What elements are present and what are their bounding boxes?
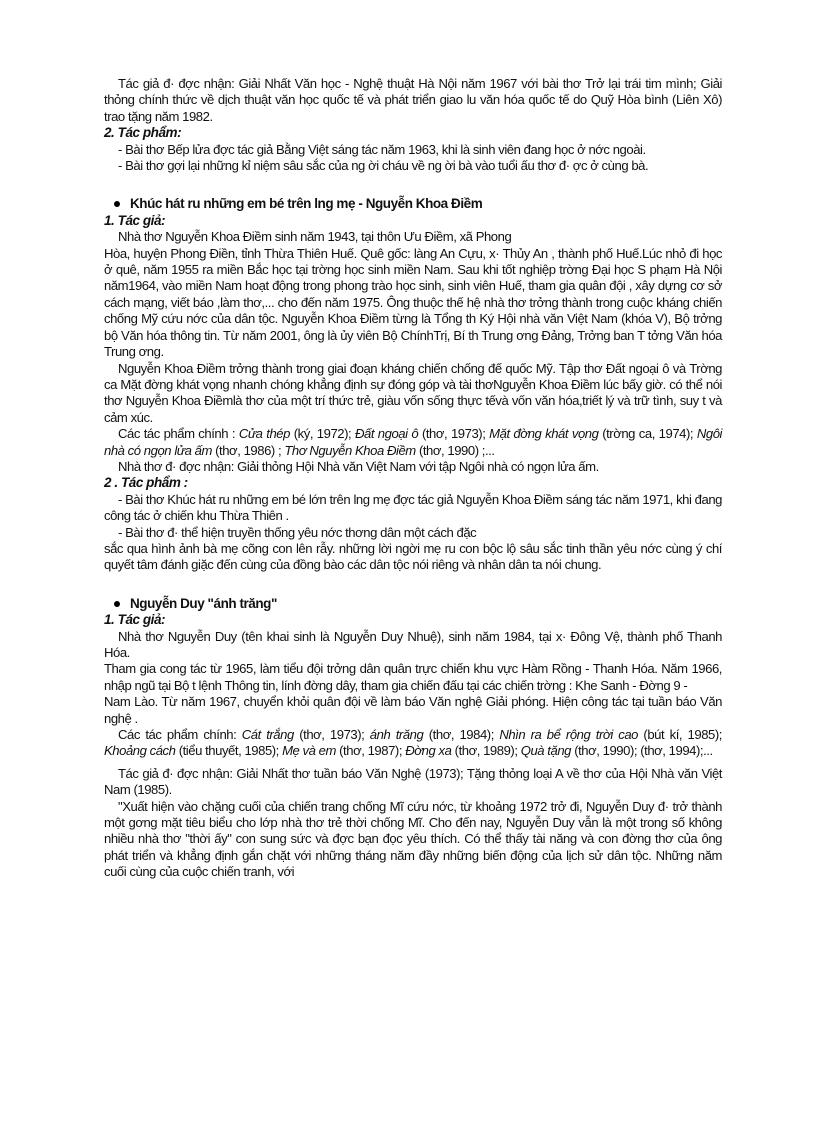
work-title: Cát trắng [241, 727, 294, 743]
work-title: Mẹ và em [282, 743, 336, 759]
paragraph-nd-award: Tác giả đ· đợc nhận: Giải Nhất thơ tuần báo Văn Nghệ (1973); Tặng thỏng loại A về thơ của Hội Nhà văn Việt Nam (1985). [104, 765, 722, 798]
spacer [104, 574, 722, 596]
paragraph-nkd-works [104, 426, 722, 459]
text: (thơ, 1989); [451, 743, 521, 759]
paragraph-nd-works [104, 727, 722, 760]
text: (ký, 1972); [289, 426, 355, 442]
section-heading-works-1: 2. Tác phẩm: [104, 125, 182, 141]
document-page [104, 76, 722, 881]
text: (thơ, 1973); [418, 426, 490, 442]
paragraph-nkd-1: Nhà thơ Nguyễn Khoa Điềm sinh năm 1943, tại thôn Ưu Điềm, xã Phong [118, 229, 512, 245]
paragraph-khuc-hat-1: - Bài thơ Khúc hát ru những em bé lớn trên lng mẹ đợc tác giả Nguyễn Khoa Điềm sáng tác năm 1971, khi đang công tác ở chiến khu Thừa Thiên . [104, 491, 722, 524]
text: Các tác phẩm chính: [118, 727, 242, 743]
text: (trờng ca, 1974); [598, 426, 697, 442]
work-title: Ngôi nhà có ngọn lửa ấm [104, 426, 722, 458]
spacer [104, 174, 722, 196]
heading-nguyen-duy [104, 596, 722, 612]
heading-text: Nguyễn Duy "ánh trăng" [130, 595, 277, 611]
text: (thơ, 1986) ; [211, 442, 285, 458]
work-title: ánh trăng [369, 727, 424, 743]
work-title: Quà tặng [520, 743, 571, 759]
paragraph-nd-1: Nhà thơ Nguyễn Duy (tên khai sinh là Nguyễn Duy Nhuệ), sinh năm 1984, tại x· Đông Vệ, thành phố Thanh Hóa. [104, 628, 722, 660]
work-title: Đất ngoại ô [354, 426, 419, 442]
text: (thơ, 1973); [293, 727, 370, 743]
paragraph-nkd-3: Nguyễn Khoa Điềm trởng thành trong giai đoạn kháng chiến chống đế quốc Mỹ. Tập thơ Đất ngoại ô và Trờng ca Mặt đờng khát vọng nhanh chóng khẳng định sự đóng góp và tài thơNguyễn Khoa Điềm lúc bấy giờ. có thể nói thơ Nguyễn Khoa Điềmlà thơ của một trí thức trẻ, giàu vốn sống thực tếvà vốn văn hóa,triết lý và trữ tình, suy t và cảm xúc. [104, 360, 722, 425]
paragraph-award-bang-viet: Tác giả đ· đợc nhận: Giải Nhất Văn học - Nghệ thuật Hà Nội năm 1967 với bài thơ Trở lại trái tim mình; Giải thỏng chính thức về dịch thuật văn học quốc tế và phát triển giao lu văn hóa quốc tế do Quỹ Hòa bình (Liên Xô) trao tặng năm 1982. [104, 76, 722, 124]
bullet-icon [114, 601, 120, 607]
text: (thơ, 1984); [423, 727, 500, 743]
text: (tiểu thuyết, 1985); [175, 743, 283, 759]
section-heading-author-2: 1. Tác giả: [104, 212, 166, 228]
work-title: Khoảng cách [104, 743, 176, 759]
text: (thơ, 1990) ;... [415, 442, 495, 458]
paragraph-nd-critique: "Xuất hiện vào chặng cuối của chiến trang chống Mĩ cứu nớc, từ khoảng 1972 trở đi, Nguyễn Duy đ· trở thành một gơng mặt tiêu biểu cho lớp nhà thơ trẻ thời chống Mĩ. Cho đến nay, Nguyễn Duy vẫn là một trong số không nhiều nhà thơ "thời ấy" con sung sức và đợc bạn đọc yêu thích. Có thể thấy tài năng và con đờng thơ của ông phát triển và khẳng định gắn chặt với những tháng năm đầy những biến động của lịch sử dân tộc. Những năm cuối cùng của cuộc chiến tranh, với [104, 798, 722, 880]
text: (thơ, 1987); [335, 743, 406, 759]
text: (bút kí, 1985); [637, 727, 722, 743]
bullet-icon [114, 201, 120, 207]
work-title: Nhìn ra bể rộng trời cao [499, 727, 638, 743]
heading-text: Khúc hát ru những em bé trên lng mẹ - Nguyễn Khoa Điềm [130, 196, 483, 212]
paragraph-nd-3: Nam Lào. Từ năm 1967, chuyển khỏi quân đội về làm báo Văn nghệ Giải phóng. Hiện công tác tại tuần báo Văn nghệ . [104, 694, 722, 726]
work-title: Cửa thép [238, 426, 290, 442]
text: (thơ, 1990); (thơ, 1994);... [571, 743, 713, 759]
text: Các tác phẩm chính : [118, 426, 239, 442]
paragraph-khuc-hat-2: - Bài thơ đ· thể hiện truyền thống yêu nớc thơng dân một cách đặc [118, 524, 477, 540]
paragraph-bep-lua-1: - Bài thơ Bếp lửa đợc tác giả Bằng Việt sáng tác năm 1963, khi là sinh viên đang học ở nớc ngoài. [118, 141, 646, 157]
paragraph-nkd-award: Nhà thơ đ· đợc nhận: Giải thỏng Hội Nhà văn Việt Nam với tập Ngôi nhà có ngọn lửa ấm. [118, 458, 599, 474]
work-title: Mặt đờng khát vọng [489, 426, 599, 442]
section-heading-works-2: 2 . Tác phẩm : [104, 475, 188, 491]
section-heading-author-3: 1. Tác giả: [104, 612, 166, 628]
work-title: Đờng xa [405, 743, 452, 759]
paragraph-nkd-2: Hòa, huyện Phong Điền, tỉnh Thừa Thiên Huế. Quê gốc: làng An Cựu, x· Thủy An , thành phố Huế.Lúc nhỏ đi học ở quê, năm 1955 ra miền Bắc học tại trờng học sinh miền Nam. Sau khi tốt nghiệp trờng Đại học S phạm Hà Nội năm1964, vào miền Nam hoạt động trong phong trào học sinh, sinh viên Huế, tham gia quân đội , xây dựng cơ sở cách mạng, viết báo ,làm thơ,... cho đến năm 1975. Ông thuộc thế hệ nhà thơ trởng thành trong cuộc kháng chiến chống Mỹ cứu nớc của dân tộc. Nguyễn Khoa Điềm từng là Tổng th Ký Hội nhà văn Việt Nam (khóa V), Bộ trởng bộ Văn hóa thông tin. Từ năm 2001, ông là ủy viên Bộ ChínhTrị, Bí th Trung ơng Đảng, Trởng ban T tởng Văn hóa Trung ơng. [104, 245, 722, 360]
paragraph-bep-lua-2: - Bài thơ gợi lại những kỉ niệm sâu sắc của ng ời cháu về ng ời bà vào tuổi ấu thơ đ· ợc ở cùng bà. [118, 158, 649, 174]
work-title: Thơ Nguyễn Khoa Điềm [284, 442, 416, 458]
paragraph-khuc-hat-3: sắc qua hình ảnh bà mẹ cõng con lên rẫy. những lời ngời mẹ ru con bộc lộ sâu sắc tinh thần yêu nớc cùng ý chí quyết tâm đánh giặc đến cùng của đồng bào các dân tộc nói riêng và nhân dân ta nói chung. [104, 540, 722, 573]
heading-nguyen-khoa-diem [104, 196, 722, 212]
paragraph-nd-2: Tham gia cong tác từ 1965, làm tiểu đội trởng dân quân trực chiến khu vực Hàm Rồng - Thanh Hóa. Năm 1966, nhập ngũ tại Bộ t lệnh Thông tin, lính đờng dây, tham gia chiến đấu tại các chiến trờng : Khe Sanh - Đờng 9 - [104, 661, 722, 693]
